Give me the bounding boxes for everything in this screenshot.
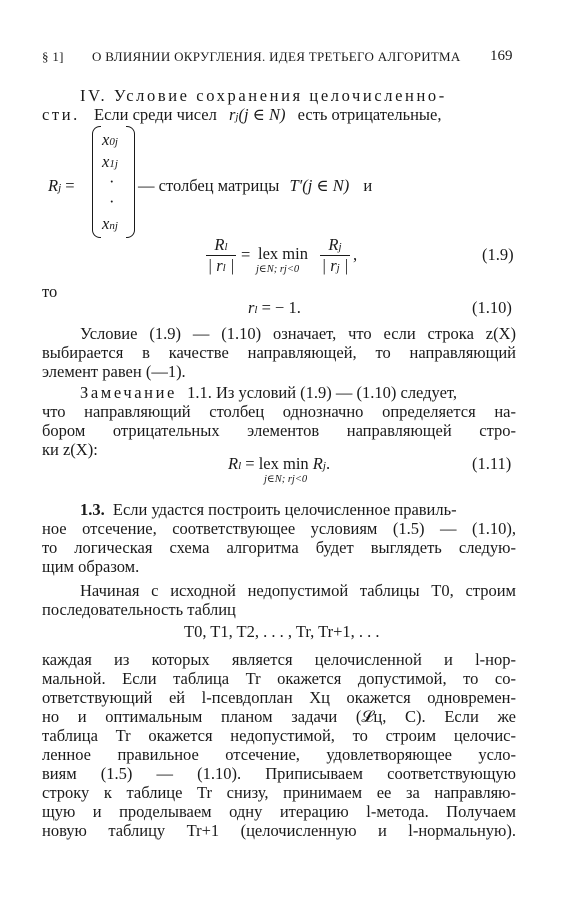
para-cond-line3: элемент равен (—1). <box>42 362 186 381</box>
para-final-line7: виям (1.5) — (1.10). Приписываем соответствующую <box>42 764 516 783</box>
right-brace <box>126 126 135 238</box>
eq19-lexmin: lex min <box>258 244 308 263</box>
eq111-condition: j∈N; rj<0 <box>264 474 308 485</box>
page-number: 169 <box>490 48 513 64</box>
eq110-number: (1.10) <box>472 298 512 317</box>
vector-entry: · <box>109 192 115 211</box>
table-sequence: T0, T1, T2, . . . , Tr, Tr+1, . . . <box>184 622 380 641</box>
para-final-line3: ответствующий ей l-псевдоплан Xц окажется одновремен- <box>42 688 516 707</box>
para-final-line2: мальной. Если таблица Tr окажется допустимой, то со- <box>42 669 516 688</box>
rj-symbol: Rj = <box>48 176 75 195</box>
eq19-condition: j∈N; rj<0 <box>256 264 300 275</box>
vector-entry: xnj <box>102 214 118 233</box>
para-final-line4: но и оптимальным планом задачи (𝓛ц, C). Если же <box>42 707 516 726</box>
para-final-line1: каждая из которых является целочисленной и l-нор- <box>42 650 516 669</box>
para-cond-line1: Условие (1.9) — (1.10) означает, что если строка z(X) <box>80 324 516 343</box>
eq19-number: (1.9) <box>482 245 514 264</box>
vector-entry: x1j <box>102 152 118 171</box>
eq19-equals: = <box>241 245 251 264</box>
para-final-line5: таблица Tr окажется недопустимой, то строим целочис- <box>42 726 516 745</box>
para-iv-line2: сти. Если среди чисел rj(j ∈ N) есть отрицательные, <box>42 105 442 124</box>
remark-line3: бором отрицательных элементов направляющей стро- <box>42 421 516 440</box>
para-final-line9: щую и проделываем одну итерацию l-метода. Получаем <box>42 802 516 821</box>
vector-entry: · <box>109 172 115 191</box>
eq19-rhs-fraction: Rj | rj | <box>321 235 349 275</box>
remark-line2: что направляющий столбец однозначно определяется на- <box>42 402 516 421</box>
remark-line1: Замечание 1.1. Из условий (1.9) — (1.10) следует, <box>80 383 458 402</box>
eq111: Rl = lex min Rj. <box>228 454 331 473</box>
eq110: rl = − 1. <box>248 298 301 317</box>
para-start-line1: Начиная с исходной недопустимой таблицы T0, строим <box>80 581 516 600</box>
remark-line4: ки z(X): <box>42 440 98 459</box>
section-marker: § 1] <box>42 49 64 64</box>
para-start-line2: последовательность таблиц <box>42 600 236 619</box>
para-iv-line1: IV. Условие сохранения целочисленно- <box>80 86 447 105</box>
para-cond-line2: выбирается в качестве направляющей, то направляющий <box>42 343 516 362</box>
eq111-number: (1.11) <box>472 454 512 473</box>
para-final-line6: ленное правильное отсечение, удовлетворяющее усло- <box>42 745 516 764</box>
section-13-line2: ное отсечение, соответствующее условиям (1.5) — (1.10), <box>42 519 516 538</box>
para-final-line8: строку к таблице Tr снизу, принимаем ее за направляю- <box>42 783 516 802</box>
section-13-line1: 1.3. Если удастся построить целочисленное правиль- <box>80 500 457 519</box>
section-13-line3: то логическая схема алгоритма будет выглядеть следую- <box>42 538 516 557</box>
vector-entry: x0j <box>102 130 118 149</box>
running-title: О ВЛИЯНИИ ОКРУГЛЕНИЯ. ИДЕЯ ТРЕТЬЕГО АЛГОРИТМА <box>92 49 461 64</box>
column-description: — столбец матрицы T′(j ∈ N) и <box>138 176 373 195</box>
word-then: то <box>42 282 58 301</box>
section-13-line4: щим образом. <box>42 557 140 576</box>
eq19-lhs-fraction: Rl | rl | <box>207 235 235 275</box>
para-final-line10: новую таблицу Tr+1 (целочисленную и l-нормальную). <box>42 821 516 840</box>
left-brace <box>92 126 101 238</box>
